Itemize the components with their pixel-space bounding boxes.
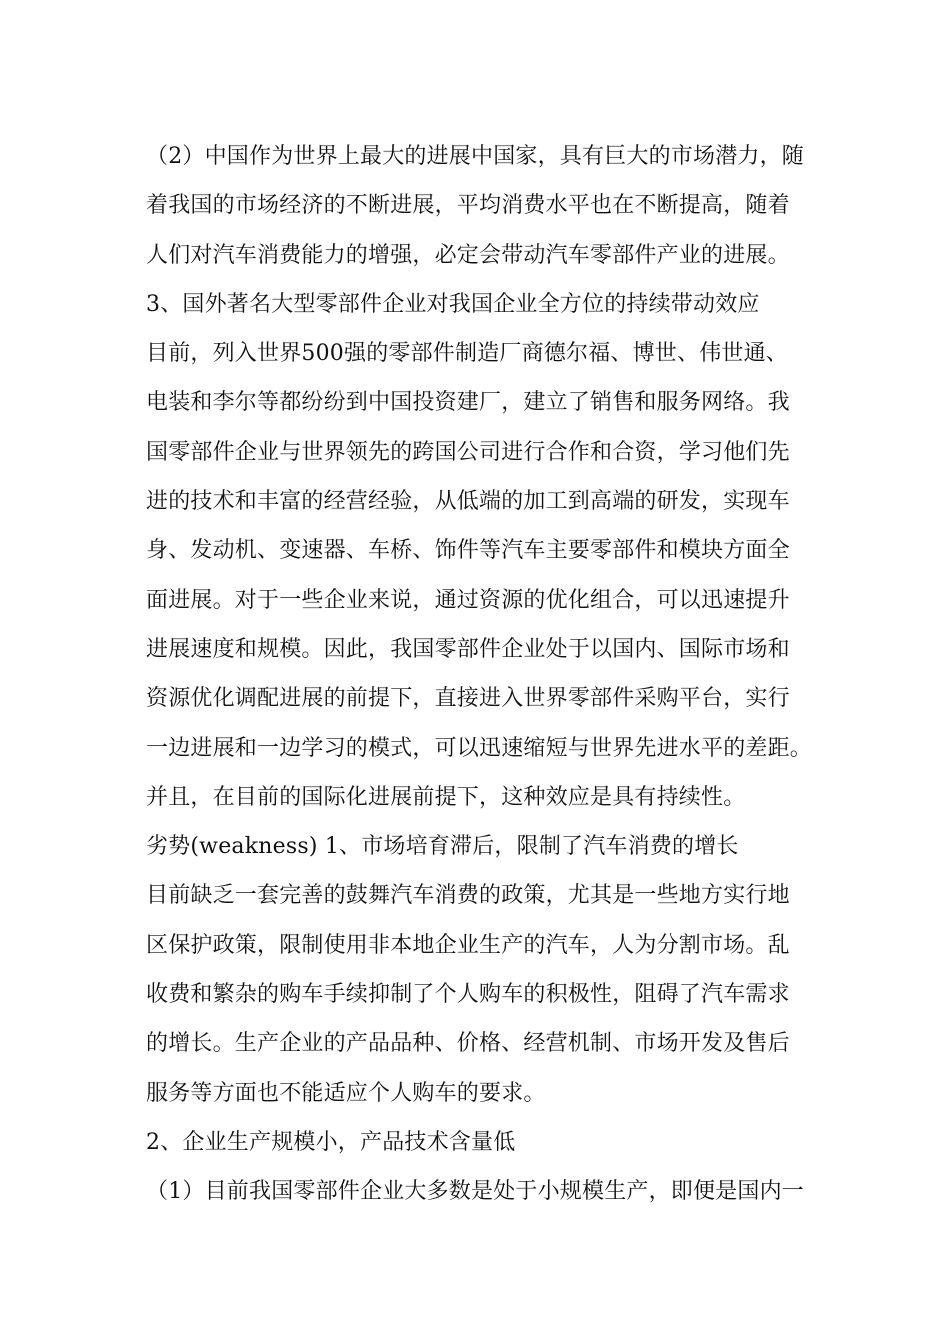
text-line: 进展速度和规模。因此，我国零部件企业处于以国内、国际市场和 [146, 636, 790, 662]
text-line: 资源优化调配进展的前提下，直接进入世界零部件采购平台，实行 [146, 686, 790, 712]
text-line: 区保护政策，限制使用非本地企业生产的汽车，人为分割市场。乱 [146, 932, 790, 958]
section-heading: 2、企业生产规模小，产品技术含量低 [146, 1129, 516, 1155]
text-line: 目前缺乏一套完善的鼓舞汽车消费的政策，尤其是一些地方实行地 [146, 883, 790, 909]
text-line: 电装和李尔等都纷纷到中国投资建厂，建立了销售和服务网络。我 [146, 390, 790, 416]
text-line: 国零部件企业与世界领先的跨国公司进行合作和合资，学习他们先 [146, 439, 790, 465]
text-line: （1）目前我国零部件企业大多数是处于小规模生产，即便是国内一 [146, 1179, 804, 1205]
text-line: 身、发动机、变速器、车桥、饰件等汽车主要零部件和模块方面全 [146, 538, 790, 564]
text-line: 面进展。对于一些企业来说，通过资源的优化组合，可以迅速提升 [146, 587, 790, 613]
text-line: 服务等方面也不能适应个人购车的要求。 [146, 1080, 546, 1106]
document-body [146, 132, 813, 1217]
text-line: （2）中国作为世界上最大的进展中国家，具有巨大的市场潜力，随 [146, 144, 804, 169]
text-line: 一边进展和一边学习的模式，可以迅速缩短与世界先进水平的差距。 [146, 735, 813, 761]
text-line: 目前，列入世界500强的零部件制造厂商德尔福、博世、伟世通、 [146, 341, 788, 367]
text-line: 人们对汽车消费能力的增强，必定会带动汽车零部件产业的进展。 [146, 242, 790, 268]
text-line: 的增长。生产企业的产品品种、价格、经营机制、市场开发及售后 [146, 1031, 790, 1057]
section-heading: 劣势(weakness) 1、市场培育滞后，限制了汽车消费的增长 [146, 834, 739, 860]
text-line: 进的技术和丰富的经营经验，从低端的加工到高端的研发，实现车 [146, 489, 790, 515]
text-line: 收费和繁杂的购车手续抑制了个人购车的积极性，阻碍了汽车需求 [146, 982, 790, 1008]
text-line: 并且，在目前的国际化进展前提下，这种效应是具有持续性。 [146, 784, 746, 810]
section-heading: 3、国外著名大型零部件企业对我国企业全方位的持续带动效应 [146, 291, 760, 317]
text-line: 着我国的市场经济的不断进展，平均消费水平也在不断提高，随着 [146, 193, 790, 219]
